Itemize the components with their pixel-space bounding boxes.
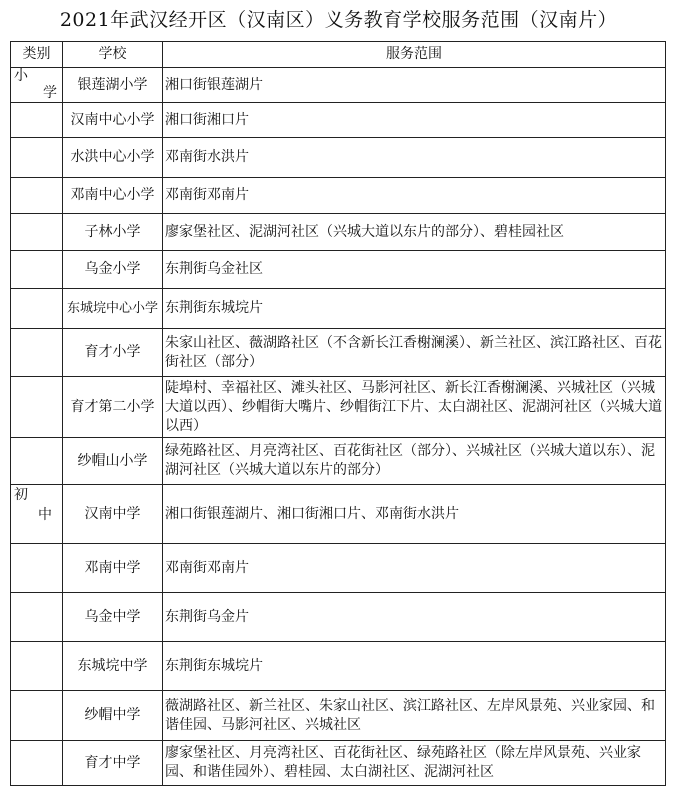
service-area: 湘口街湘口片 xyxy=(163,103,666,138)
header-category: 类别 xyxy=(11,42,63,68)
category-cell xyxy=(11,741,63,786)
service-area: 绿苑路社区、月亮湾社区、百花街社区（部分）、兴城社区（兴城大道以东）、泥湖河社区（兴城大道以东片的部分） xyxy=(163,438,666,485)
category-middle: 初 中 xyxy=(11,485,63,544)
category-primary: 小 学 xyxy=(11,68,63,103)
service-area: 邓南街邓南片 xyxy=(163,178,666,214)
service-area: 东荆街乌金社区 xyxy=(163,251,666,289)
school-name: 汉南中心小学 xyxy=(63,103,163,138)
service-area-table xyxy=(10,41,666,786)
school-name: 邓南中学 xyxy=(63,544,163,593)
category-cell xyxy=(11,593,63,642)
school-name: 子林小学 xyxy=(63,214,163,251)
table-row xyxy=(11,544,666,593)
school-name: 汉南中学 xyxy=(63,485,163,544)
category-cell xyxy=(11,103,63,138)
table-row xyxy=(11,642,666,691)
table-row xyxy=(11,377,666,438)
school-name: 乌金中学 xyxy=(63,593,163,642)
table-row xyxy=(11,214,666,251)
category-cell xyxy=(11,329,63,377)
school-name: 银莲湖小学 xyxy=(63,68,163,103)
category-cell xyxy=(11,377,63,438)
table-row xyxy=(11,593,666,642)
table-row xyxy=(11,289,666,329)
category-cell xyxy=(11,214,63,251)
service-area: 湘口街银莲湖片、湘口街湘口片、邓南街水洪片 xyxy=(163,485,666,544)
table-row xyxy=(11,68,666,103)
service-area: 邓南街水洪片 xyxy=(163,138,666,178)
school-name: 邓南中心小学 xyxy=(63,178,163,214)
header-service: 服务范围 xyxy=(163,42,666,68)
category-cell xyxy=(11,289,63,329)
table-row xyxy=(11,103,666,138)
service-area: 薇湖路社区、新兰社区、朱家山社区、滨江路社区、左岸风景苑、兴业家园、和谐佳园、马影河社区、兴城社区 xyxy=(163,691,666,741)
category-cell xyxy=(11,642,63,691)
school-name: 纱帽中学 xyxy=(63,691,163,741)
table-header-row xyxy=(11,42,666,68)
category-cell xyxy=(11,138,63,178)
table-row xyxy=(11,138,666,178)
category-cell xyxy=(11,691,63,741)
table-row xyxy=(11,741,666,786)
school-name: 水洪中心小学 xyxy=(63,138,163,178)
service-area: 东荆街东城垸片 xyxy=(163,642,666,691)
category-cell xyxy=(11,251,63,289)
table-row xyxy=(11,329,666,377)
service-area: 东荆街乌金片 xyxy=(163,593,666,642)
table-row xyxy=(11,178,666,214)
table-row xyxy=(11,691,666,741)
header-school: 学校 xyxy=(63,42,163,68)
school-name: 育才第二小学 xyxy=(63,377,163,438)
category-cell xyxy=(11,544,63,593)
service-area: 邓南街邓南片 xyxy=(163,544,666,593)
school-name: 育才中学 xyxy=(63,741,163,786)
service-area: 湘口街银莲湖片 xyxy=(163,68,666,103)
table-row xyxy=(11,485,666,544)
service-area: 东荆街东城垸片 xyxy=(163,289,666,329)
school-name: 纱帽山小学 xyxy=(63,438,163,485)
category-cell xyxy=(11,178,63,214)
service-area: 陡埠村、幸福社区、滩头社区、马影河社区、新长江香榭澜溪、兴城社区（兴城大道以西）、纱帽街大嘴片、纱帽街江下片、太白湖社区、泥湖河社区（兴城大道以西） xyxy=(163,377,666,438)
school-name: 乌金小学 xyxy=(63,251,163,289)
category-cell xyxy=(11,438,63,485)
document-title: 2021年武汉经开区（汉南区）义务教育学校服务范围（汉南片） xyxy=(59,9,618,31)
service-area: 廖家堡社区、泥湖河社区（兴城大道以东片的部分）、碧桂园社区 xyxy=(163,214,666,251)
table-row xyxy=(11,438,666,485)
school-name: 育才小学 xyxy=(63,329,163,377)
service-area: 朱家山社区、薇湖路社区（不含新长江香榭澜溪）、新兰社区、滨江路社区、百花街社区（部分） xyxy=(163,329,666,377)
school-name: 东城垸中学 xyxy=(63,642,163,691)
service-area: 廖家堡社区、月亮湾社区、百花街社区、绿苑路社区（除左岸风景苑、兴业家园、和谐佳园外）、碧桂园、太白湖社区、泥湖河社区 xyxy=(163,741,666,786)
table-row xyxy=(11,251,666,289)
school-name: 东城垸中心小学 xyxy=(63,289,163,329)
